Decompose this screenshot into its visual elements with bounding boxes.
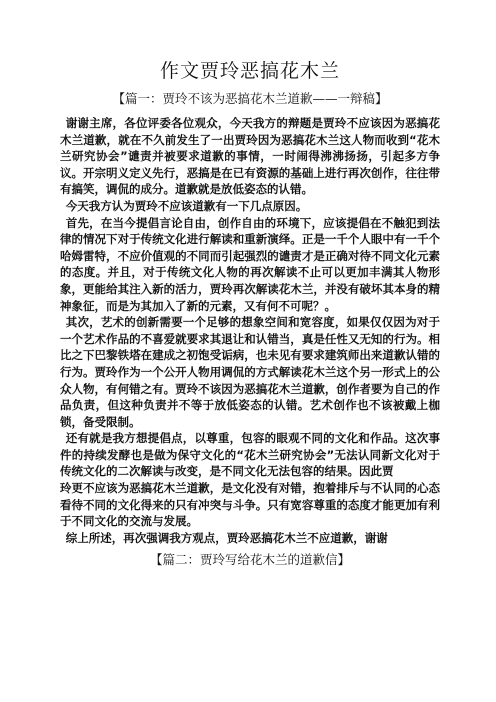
paragraph: 其次，艺术的创新需要一个足够的想象空间和宽容度，如果仅仅因为对于一个艺术作品的不喜爱就要求其退让和认错当，真是任性又无知的行为。相比之下巴黎铁塔在建成之初饱受诟病，也未见有要求建筑师出来道歉认错的行为。贾玲作为一个公开人物用调侃的方式解读花木兰这个另一形式上的公众人物，有何错之有。贾玲不该因为恶搞花木兰道歉，创作者要为自己的作品负责，但这种负责并不等于放低姿态的认错。艺术创作也不该被戴上枷锁，备受限制。	[60, 315, 440, 429]
section-heading-2: 【篇二：贾玲写给花木兰的道歉信】	[149, 552, 350, 568]
section-1-body	[60, 115, 440, 546]
paragraph: 玲更不应该为恶搞花木兰道歉，是文化没有对错，抱着排斥与不认同的心态看待不同的文化得来的只有冲突与斗争。只有宽容尊重的态度才能更加有利于不同文化的交流与发展。	[60, 481, 440, 529]
paragraph: 谢谢主席，各位评委各位观众，今天我方的辩题是贾玲不应该因为恶搞花木兰道歉，就在不久前发生了一出贾玲因为恶搞花木兰这人物而收到“花木兰研究协会”谴责并被要求道歉的事情，一时闹得沸沸扬扬，引起多方争议。开宗明义定义先行，恶搞是在已有资源的基础上进行再次创作，往往带有搞笑，调侃的成分。道歉就是放低姿态的认错。	[60, 116, 440, 197]
paragraph: 今天我方认为贾玲不应该道歉有一下几点原因。	[65, 198, 308, 213]
document-title: 作文贾玲恶搞花木兰	[159, 60, 340, 82]
paragraph: 综上所述，再次强调我方观点，贾玲恶搞花木兰不应道歉，谢谢	[65, 530, 388, 545]
paragraph: 还有就是我方想提倡点，以尊重，包容的眼观不同的文化和作品。这次事件的持续发酵也是做为保守文化的“花木兰研究协会”无法认同新文化对于传统文化的二次解读与改变，是不同文化无法包容的结果。因此贾	[60, 431, 440, 479]
section-heading-1: 【篇一：贾玲不该为恶搞花木兰道歉——一辩稿】	[112, 91, 388, 106]
document-page	[60, 56, 440, 576]
paragraph: 首先，在当今提倡言论自由，创作自由的环境下，应该提倡在不触犯到法律的情况下对于传统文化进行解读和重新演绎。正是一千个人眼中有一千个哈姆雷特，不应价值观的不同而引起强烈的谴责才是正确对待不同文化元素的态度。并且，对于传统文化人物的再次解读不止可以更加丰满其人物形象，更能给其注入新的活力，贾玲再次解读花木兰，并没有破坏其本身的精神象征，而是为其加入了新的元素，又有何不可呢？。	[60, 215, 440, 313]
